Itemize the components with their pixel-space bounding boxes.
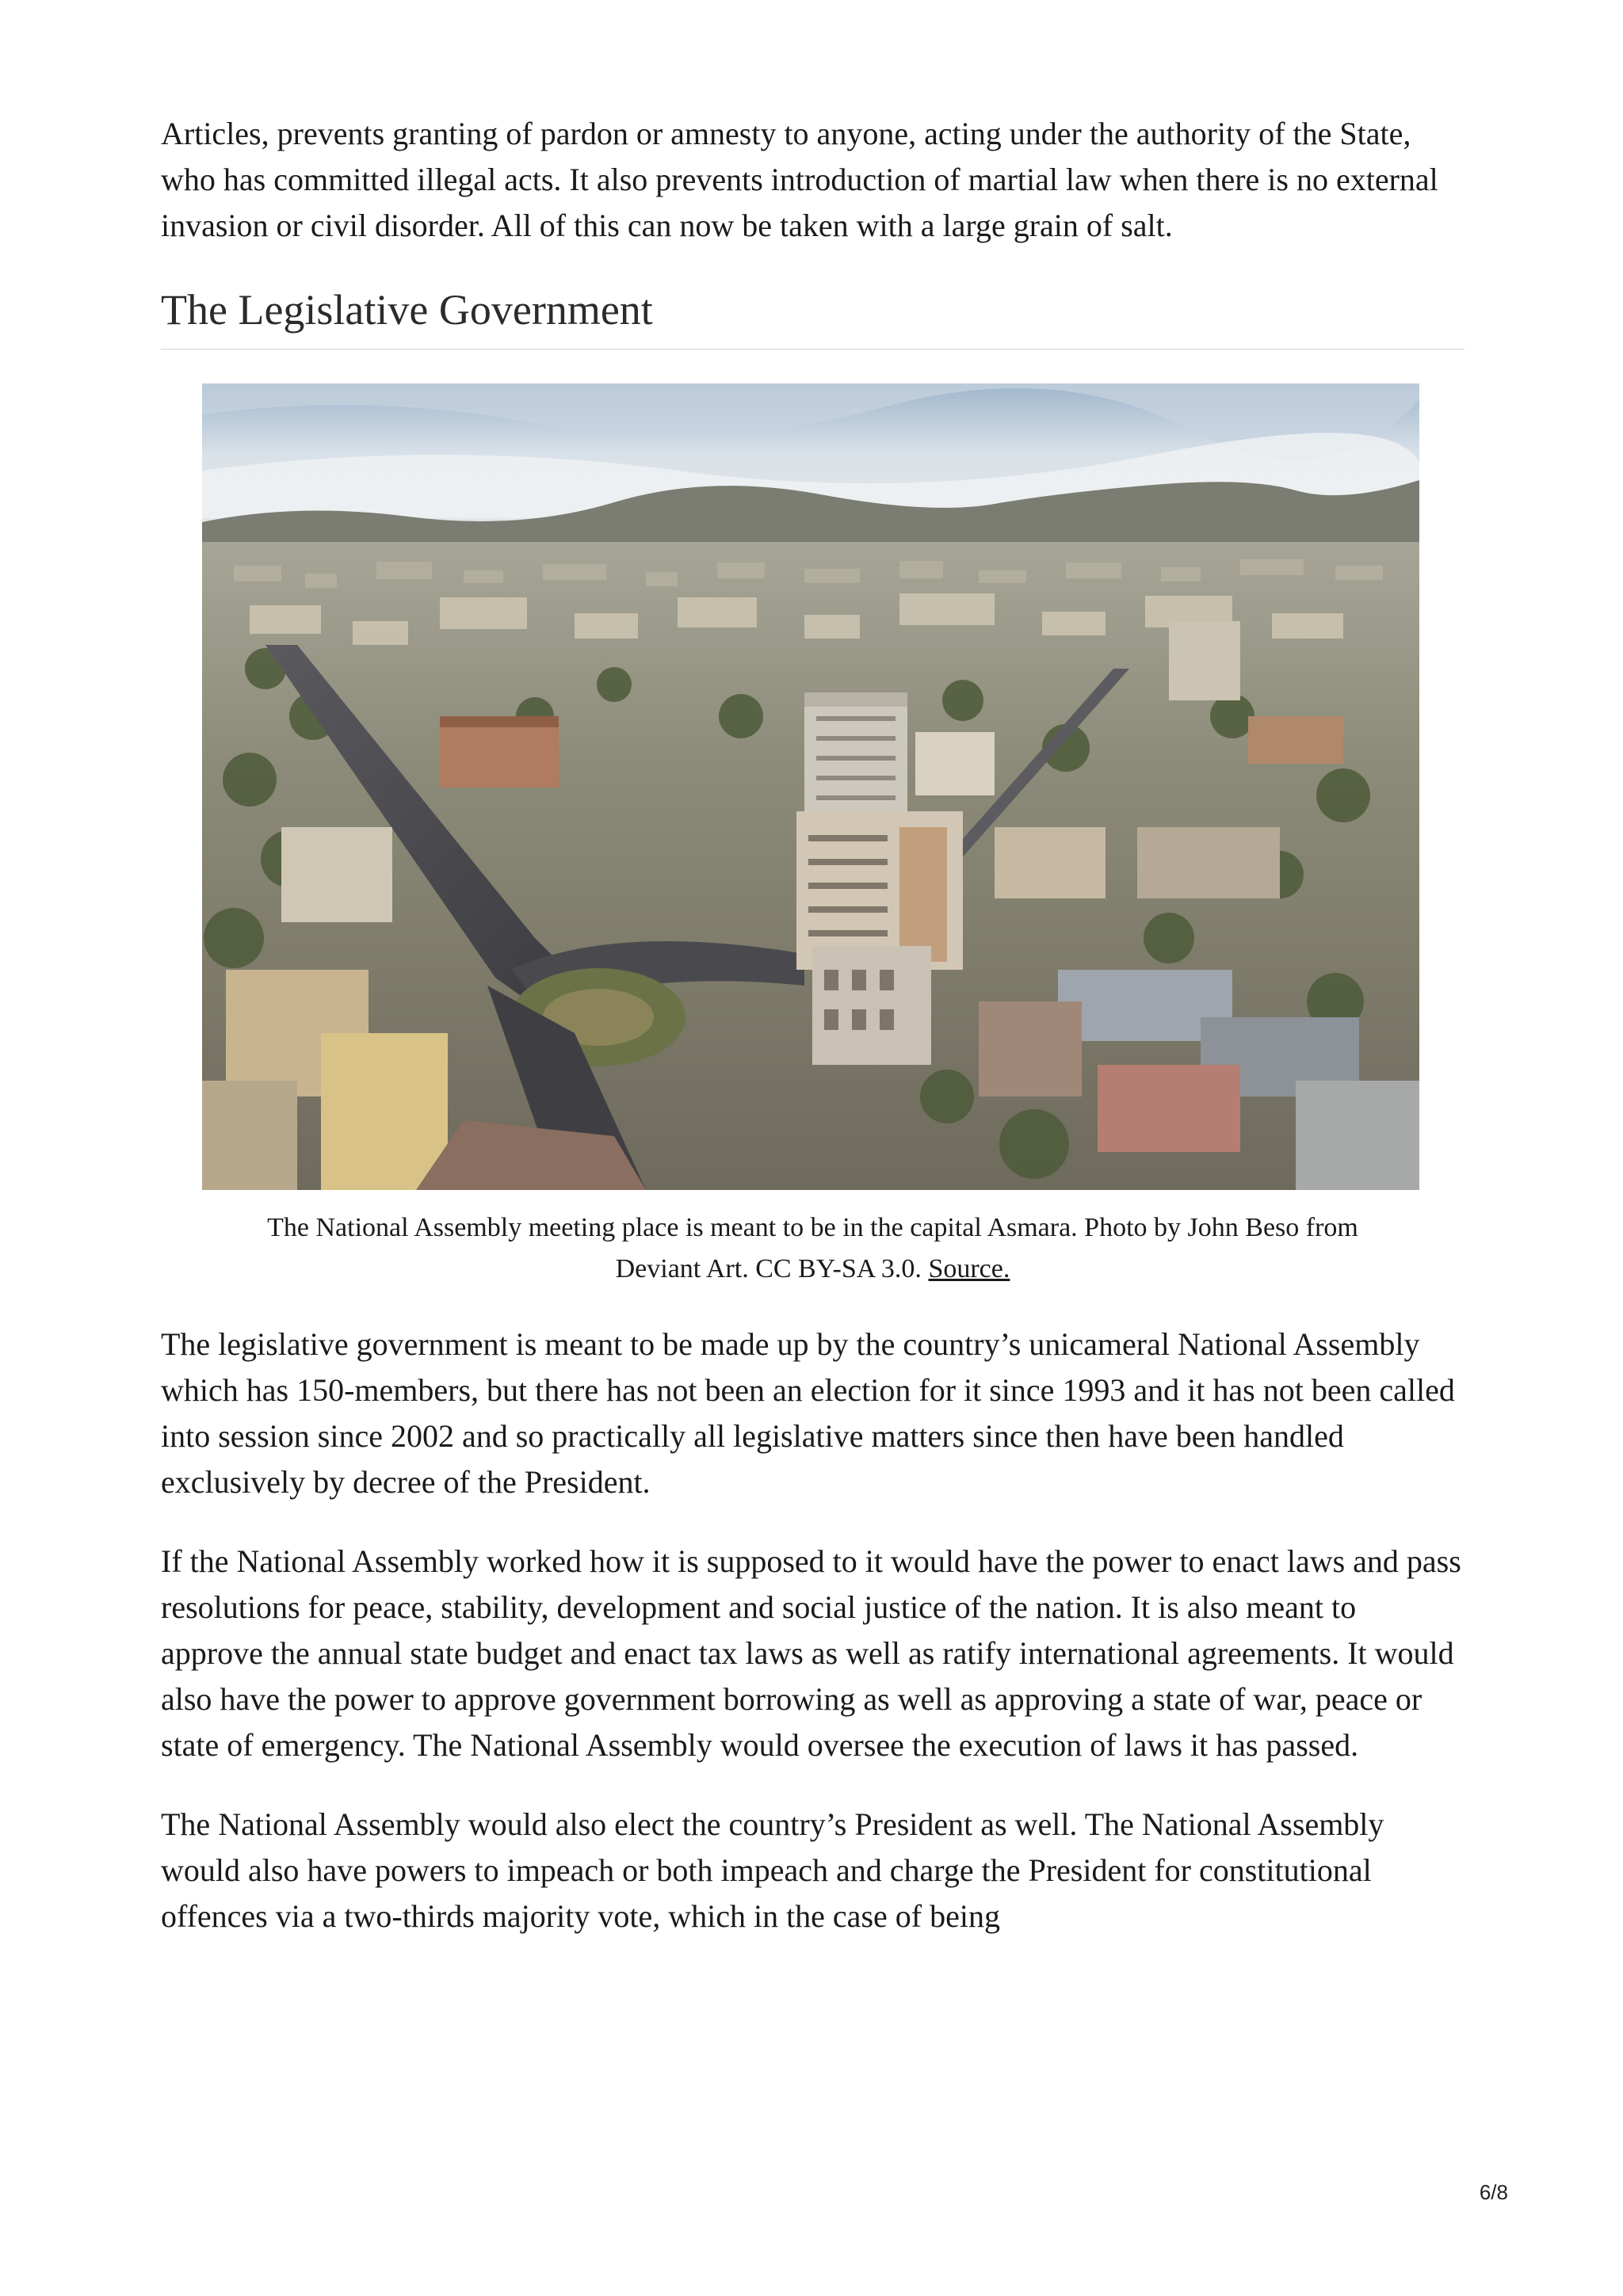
- paragraph: If the National Assembly worked how it is supposed to it would have the power to enact laws and pass resolutions for peace, stability, development and social justice of the nation. It is also meant to approve the annual state budget and enact tax laws as well as ratify international agreements. It would also have the power to approve government borrowing as well as approving a state of war, peace or state of emergency. The National Assembly would oversee the execution of laws it has passed.: [161, 1543, 1461, 1763]
- caption-text: The National Assembly meeting place is meant to be in the capital Asmara. Photo by John Beso from Deviant Art. CC BY-SA 3.0.: [267, 1213, 1358, 1283]
- document-page: [161, 111, 1465, 1973]
- source-link[interactable]: Source.: [928, 1254, 1010, 1283]
- section-heading: The Legislative Government: [161, 284, 1465, 350]
- figure-caption: [161, 1207, 1465, 1290]
- intro-paragraph: Articles, prevents granting of pardon or amnesty to anyone, acting under the authority of the State, who has committed illegal acts. It also prevents introduction of martial law when there is no external invasion or civil disorder. All of this can now be taken with a large grain of salt.: [161, 116, 1438, 243]
- paragraph: The National Assembly would also elect the country’s President as well. The National Assembly would also have powers to impeach or both impeach and charge the President for constitutional offences via a two-thirds majority vote, which in the case of being: [161, 1806, 1384, 1934]
- page-number: 6/8: [1479, 2180, 1508, 2204]
- figure: [161, 383, 1465, 1290]
- asmara-city-photo: [202, 383, 1419, 1190]
- paragraph: The legislative government is meant to be made up by the country’s unicameral National Assembly which has 150-members, but there has not been an election for it since 1993 and it has not been called into session since 2002 and so practically all legislative matters since then have been handled exclusively by decree of the President.: [161, 1326, 1455, 1500]
